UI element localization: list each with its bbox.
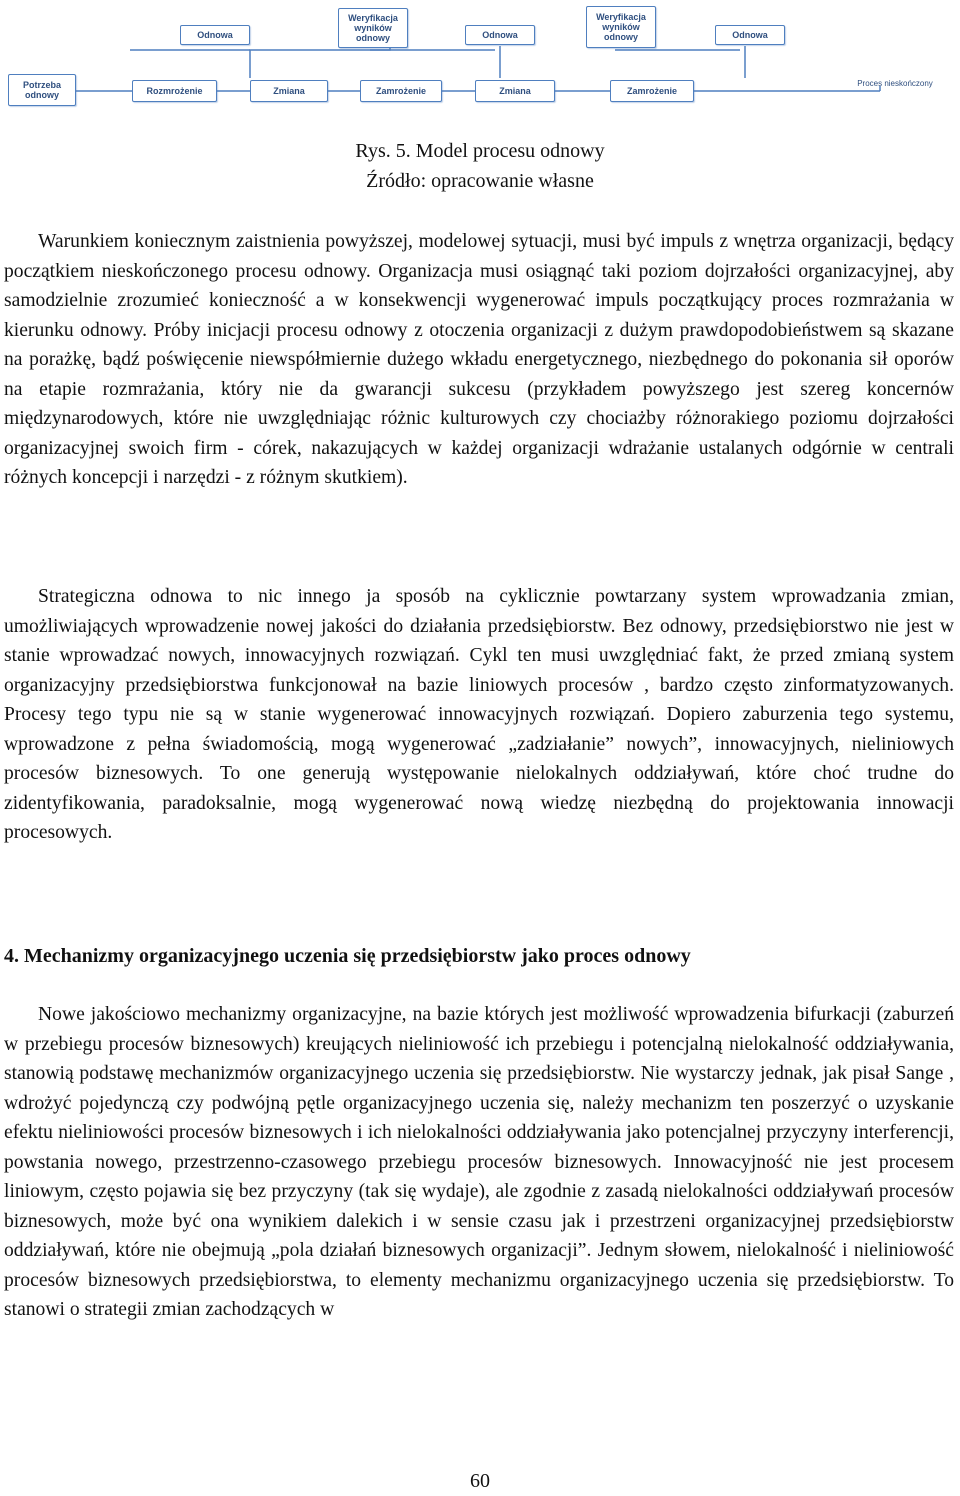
rozmrozenie-label: Rozmrożenie <box>146 86 203 96</box>
figure-caption: Rys. 5. Model procesu odnowy <box>355 140 605 162</box>
proces-label: Proces nieskończony <box>857 78 933 88</box>
potrzeba-box <box>8 74 76 106</box>
proces-label-box <box>855 70 935 96</box>
weryfikacja-label-2: Weryfikacja wyników odnowy <box>596 12 646 42</box>
odnowa-label-2: Odnowa <box>482 30 518 40</box>
odnowa-box-3 <box>715 25 785 45</box>
weryfikacja-box-2 <box>586 6 656 48</box>
odnowa-label-3: Odnowa <box>732 30 768 40</box>
page-number: 60 <box>470 1470 490 1492</box>
process-diagram <box>0 0 960 135</box>
connector-odnowa1-weryfikacja1 <box>250 46 390 78</box>
paragraph-3: Nowe jakościowo mechanizmy organizacyjne, na bazie których jest możliwość wprowadzenia bifurkacji (zaburzeń w przebiegu procesów biznesowych) kreujących nieliniowość ich przebiegu i potencjalną nielokalność oddziaływania, stanowią podstawę mechanizmów organizacyjnego uczenia się przedsiębiorstw. Nie wystarczy jednak, jak pisał Sange , wdrożyć pojedynczą czy podwójną pętle organizacyjnego uczenia się, należy mechanizm ten poszerzyć o uzyskanie efektu nieliniowości procesów biznesowych i ich nielokalności oddziaływania jako potencjalnej przyczyny interferencji, powstania nowego, przestrzenno-czasowego przebiegu procesów biznesowych. Innowacyjność nie jest procesem liniowym, często pojawia się bez przyczyny (tak się wydaje), ale zgodnie z zasadą nielokalności oddziaływań procesów biznesowych, może być ona wynikiem dalekich i w sensie czasu jak i przestrzeni organizacyjnej przedsiębiorstw oddziaływań, które nie obejmują „pola działań biznesowych organizacji”. Jednym słowem, nielokalność i nieliniowość procesów biznesowych przedsiębiorstwa, to elementy mechanizmu organizacyjnego uczenia się przedsiębiorstw. To stanowi o strategii zmian zachodzących w <box>4 1004 954 1320</box>
potrzeba-label: Potrzeba odnowy <box>22 80 61 100</box>
paragraph-2: Strategiczna odnowa to nic innego ja sposób na cyklicznie powtarzany system wprowadzania zmian, umożliwiających wprowadzenie nowej jakości do działania przedsiębiorstw. Bez odnowy, przedsiębiorstwo nie jest w stanie wprowadzać nowych, innowacyjnych rozwiązań. Cykl ten musi uwzględniać fakt, że przed zmianą system organizacyjny przedsiębiorstwa funkcjonował na bazie liniowych procesów , bardzo często zinformatyzowanych. Procesy tego typu nie są w stanie wygenerować innowacyjnych rozwiązań. Dopiero zaburzenia tego systemu, wprowadzone z pełna świadomością, mogą wygenerować „zadziałanie” nowych”, innowacyjnych, nieliniowych procesów biznesowych. To one generują występowanie nielokalnych oddziaływań, które choć trudne do zidentyfikowania, paradoksalnie, mogą wygenerować nową wiedzę niezbędną do projektowania innowacji procesowych. <box>4 586 954 843</box>
weryfikacja-label-1: Weryfikacja wyników odnowy <box>348 13 398 43</box>
figure-source: Źródło: opracowanie własne <box>366 170 594 192</box>
zamrozenie-label-2: Zamrożenie <box>626 86 677 96</box>
section-heading: 4. Mechanizmy organizacyjnego uczenia się przedsiębiorstw jako proces odnowy <box>4 945 691 967</box>
rozmrozenie-box <box>132 80 217 102</box>
odnowa-box-1 <box>180 25 250 45</box>
diagram-connectors <box>0 0 960 135</box>
zmiana-box-2 <box>475 80 555 102</box>
zmiana-box-1 <box>250 80 328 102</box>
paragraph-1: Warunkiem koniecznym zaistnienia powyższej, modelowej sytuacji, musi być impuls z wnętrza organizacji, będący początkiem nieskończonego procesu odnowy. Organizacja musi osiągnąć taki poziom dojrzałości organizacyjnej, aby samodzielnie zrozumieć konieczność a w konsekwencji wygenerować impuls początkujący proces rozmrażania w kierunku odnowy. Próby inicjacji procesu odnowy z otoczenia organizacji z dużym prawdopodobieństwem są skazane na porażkę, bądź poświęcenie niewspółmiernie dużego wkładu energetycznego, niezbędnego do pokonania sił oporów na etapie rozmrażania, który nie da gwarancji sukcesu (przykładem powyższego jest szereg koncernów międzynarodowych, które nie uwzględniając różnic kulturowych czy chociażby różnorakiego poziomu dojrzałości organizacyjnej swoich firm - córek, nakazujących w każdej organizacji wdrażanie ustalanych odgórnie w centrali różnych koncepcji i narzędzi - z różnym skutkiem). <box>4 231 954 488</box>
weryfikacja-box-1 <box>338 8 408 48</box>
zamrozenie-box-2 <box>610 80 694 102</box>
zmiana-label-2: Zmiana <box>499 86 531 96</box>
odnowa-box-2 <box>465 25 535 45</box>
zamrozenie-box-1 <box>360 80 442 102</box>
zmiana-label-1: Zmiana <box>273 86 305 96</box>
zamrozenie-label-1: Zamrożenie <box>375 86 426 96</box>
odnowa-label-1: Odnowa <box>197 30 233 40</box>
